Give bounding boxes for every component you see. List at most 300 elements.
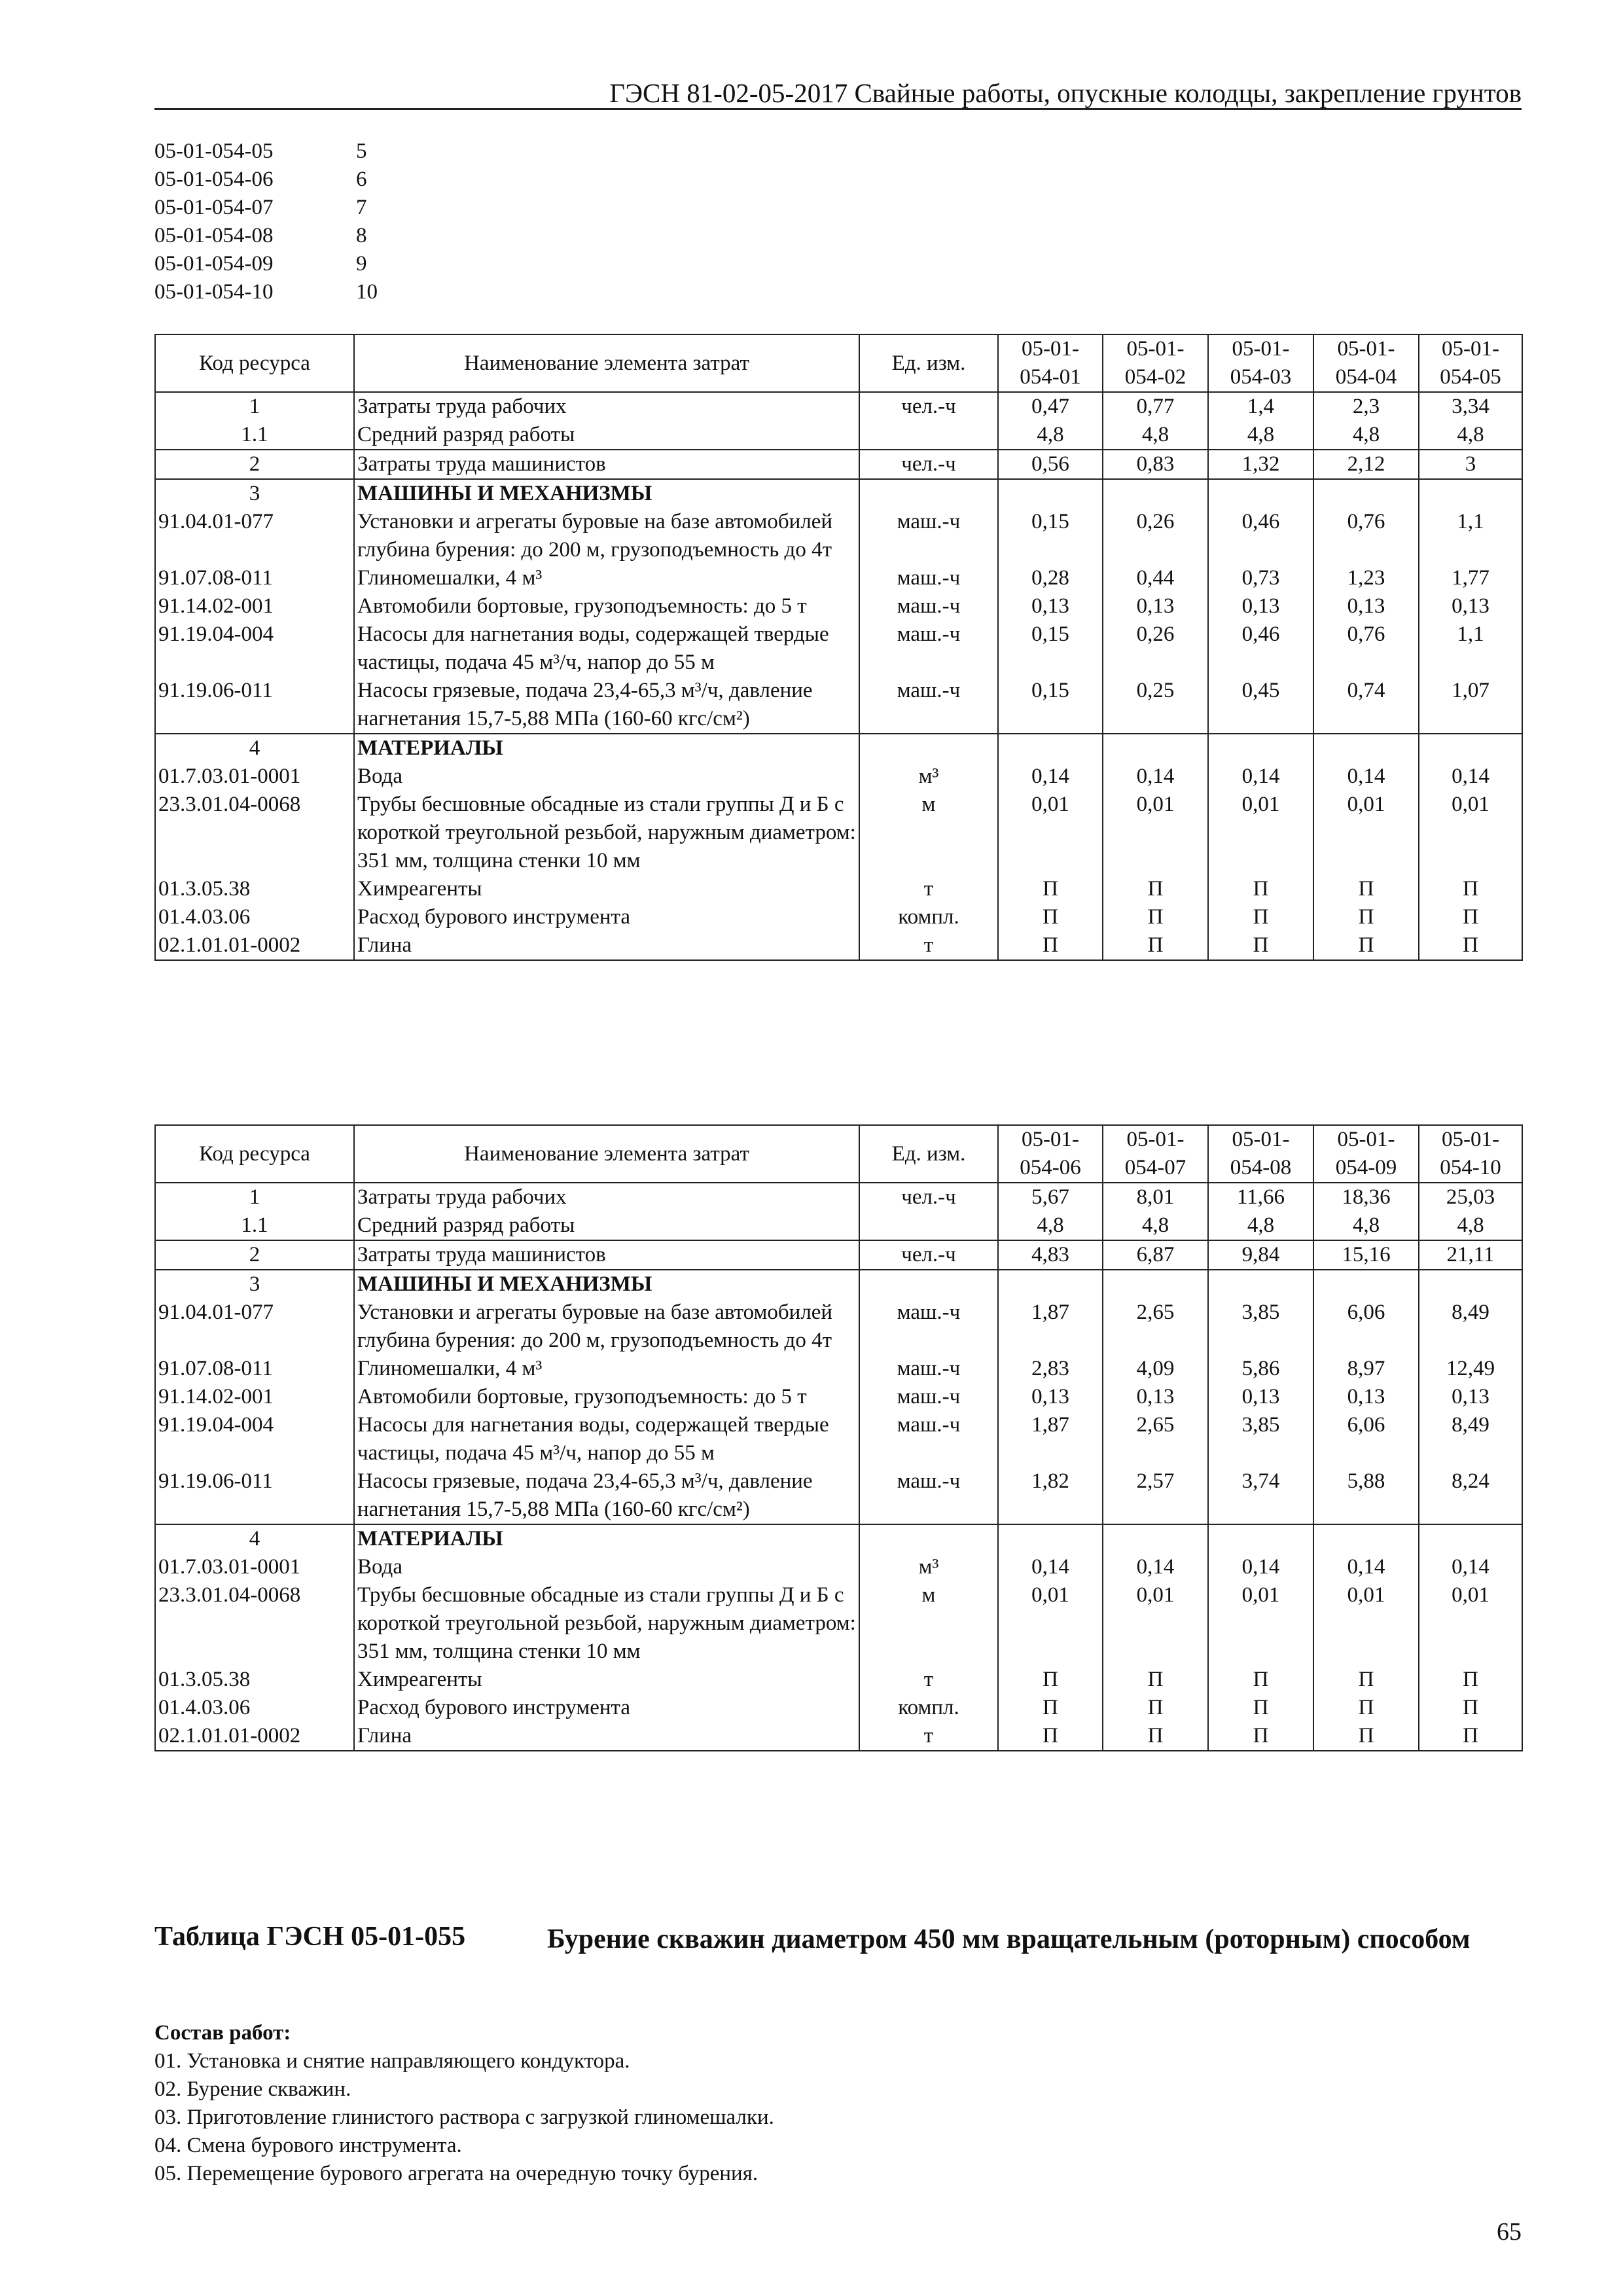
row-unit: маш.-ч [859,1383,998,1411]
row-value: 0,13 [1103,1383,1208,1411]
row-code: 4 [155,1524,354,1553]
code-list-item [154,166,378,194]
work-composition-item: 04. Смена бурового инструмента. [154,2134,462,2157]
row-value: 4,8 [1419,421,1522,450]
row-value: 11,66 [1208,1183,1313,1211]
table-row [155,677,1522,734]
header-norm-code-line: 054-10 [1440,1156,1501,1179]
row-name: Расход бурового инструмента [354,1694,859,1722]
row-unit: компл. [859,1694,998,1722]
row-name: Трубы бесшовные обсадные из стали группы Д и Б с короткой треугольной резьбой, наружным диаметром: 351 мм, толщина стенки 10 мм [354,1581,859,1666]
row-value: 0,46 [1208,620,1313,677]
row-value [1103,479,1208,508]
row-value: 0,76 [1313,508,1419,564]
row-value [1313,479,1419,508]
header-norm-code-line: 054-08 [1230,1156,1292,1179]
row-value: П [1313,1694,1419,1722]
row-value [1208,734,1313,762]
code-list-item [154,194,378,222]
row-value [1313,1524,1419,1553]
row-name: Вода [354,762,859,791]
row-code: 23.3.01.04-0068 [155,1581,354,1666]
row-value [1419,1270,1522,1299]
header-norm-code-line: 054-06 [1020,1156,1081,1179]
row-value: 8,97 [1313,1355,1419,1383]
row-value [998,1524,1103,1553]
header-name: Наименование элемента затрат [354,1125,859,1183]
row-unit: компл. [859,903,998,931]
row-value [1103,1270,1208,1299]
row-value: 0,14 [1103,1553,1208,1581]
row-value: 4,09 [1103,1355,1208,1383]
row-code: 1.1 [155,421,354,450]
row-name: Установки и агрегаты буровые на базе автомобилей глубина бурения: до 200 м, грузоподъемность до 4т [354,1299,859,1355]
row-value [1208,479,1313,508]
row-value: П [1419,1666,1522,1694]
header-unit: Ед. изм. [859,334,998,392]
code-list-code: 05-01-054-09 [154,252,274,276]
row-value: 2,3 [1313,392,1419,421]
row-unit: чел.-ч [859,392,998,421]
row-value: 1,1 [1419,508,1522,564]
code-list-item [154,250,378,278]
row-value: П [1419,1722,1522,1751]
row-value: П [998,1694,1103,1722]
row-code: 91.04.01-077 [155,508,354,564]
header-norm-code-line: 05-01- [1022,1128,1079,1151]
row-name: Средний разряд работы [354,421,859,450]
table-row [155,592,1522,620]
row-unit [859,1211,998,1240]
row-value: 0,77 [1103,392,1208,421]
table-row [155,564,1522,592]
row-value: П [1103,1722,1208,1751]
row-code: 01.3.05.38 [155,875,354,903]
row-unit [859,1524,998,1553]
row-value: 6,06 [1313,1411,1419,1467]
row-unit [859,734,998,762]
header-norm-code-line: 054-02 [1124,365,1186,389]
row-value: 0,01 [1419,791,1522,875]
row-value: 18,36 [1313,1183,1419,1211]
row-name: Глина [354,931,859,960]
row-value: 1,82 [998,1467,1103,1524]
row-value: 1,87 [998,1411,1103,1467]
table-row [155,1355,1522,1383]
row-unit: маш.-ч [859,1299,998,1355]
table-row [155,762,1522,791]
work-composition-item: 02. Бурение скважин. [154,2077,351,2101]
table-row [155,1694,1522,1722]
table-row [155,1299,1522,1355]
header-code: Код ресурса [155,1125,354,1183]
row-value: 0,01 [1208,791,1313,875]
row-name: Глиномешалки, 4 м³ [354,564,859,592]
code-list-number: 8 [356,224,367,247]
row-value: 0,14 [1313,762,1419,791]
row-unit: маш.-ч [859,620,998,677]
row-code: 01.7.03.01-0001 [155,762,354,791]
code-list-number: 9 [356,252,367,276]
row-value: П [1208,1666,1313,1694]
row-name: Насосы для нагнетания воды, содержащей твердые частицы, подача 45 м³/ч, напор до 55 м [354,1411,859,1467]
table-row [155,620,1522,677]
code-list-code: 05-01-054-07 [154,196,274,219]
table-row [155,1270,1522,1299]
table-row [155,1553,1522,1581]
row-value: 0,26 [1103,620,1208,677]
row-name: Трубы бесшовные обсадные из стали группы Д и Б с короткой треугольной резьбой, наружным диаметром: 351 мм, толщина стенки 10 мм [354,791,859,875]
row-unit [859,421,998,450]
row-unit [859,479,998,508]
row-name: Глиномешалки, 4 м³ [354,1355,859,1383]
row-value: П [1419,1694,1522,1722]
row-code: 4 [155,734,354,762]
row-unit: м³ [859,1553,998,1581]
header-norm-code [998,334,1103,392]
row-name: Насосы грязевые, подача 23,4-65,3 м³/ч, давление нагнетания 15,7-5,88 МПа (160-60 кгс/см²) [354,677,859,734]
header-norm-code-line: 05-01- [1232,1128,1290,1151]
header-norm-code [1419,334,1522,392]
row-value: 0,01 [998,1581,1103,1666]
row-value: П [1313,1666,1419,1694]
header-norm-code-line: 054-09 [1335,1156,1397,1179]
row-value: 6,87 [1103,1240,1208,1270]
table-row [155,1666,1522,1694]
row-value: П [998,875,1103,903]
row-value: 1,1 [1419,620,1522,677]
row-code: 23.3.01.04-0068 [155,791,354,875]
row-unit: чел.-ч [859,450,998,479]
work-composition-item: 01. Установка и снятие направляющего кондуктора. [154,2049,630,2073]
row-value: 0,14 [1419,1553,1522,1581]
row-value: 4,8 [1208,1211,1313,1240]
row-value: 0,14 [1208,1553,1313,1581]
row-name: Затраты труда машинистов [354,1240,859,1270]
row-value: П [1208,1722,1313,1751]
header-norm-code-line: 05-01- [1442,1128,1499,1151]
row-name: Затраты труда рабочих [354,1183,859,1211]
row-value: П [1208,903,1313,931]
row-code: 91.19.04-004 [155,620,354,677]
table-row [155,1581,1522,1666]
row-name: МАШИНЫ И МЕХАНИЗМЫ [354,1270,859,1299]
row-value: П [1103,875,1208,903]
next-table-number: Таблица ГЭСН 05-01-055 [154,1922,466,1952]
table-row [155,421,1522,450]
row-value: 0,46 [1208,508,1313,564]
header-norm-code-line: 054-01 [1020,365,1081,389]
code-list-code: 05-01-054-05 [154,139,274,163]
row-code: 91.04.01-077 [155,1299,354,1355]
row-unit: маш.-ч [859,508,998,564]
row-value: 4,8 [1103,1211,1208,1240]
row-value: 0,44 [1103,564,1208,592]
header-norm-code [1313,1125,1419,1183]
table-row [155,903,1522,931]
row-value: 0,28 [998,564,1103,592]
norms-table-1 [154,334,1523,961]
row-value: 0,15 [998,677,1103,734]
table-row [155,392,1522,421]
header-norm-code-line: 05-01- [1337,337,1395,361]
header-norm-code-line: 054-03 [1230,365,1292,389]
row-code: 01.4.03.06 [155,903,354,931]
code-list-code: 05-01-054-06 [154,168,274,191]
running-header: ГЭСН 81-02-05-2017 Свайные работы, опускные колодцы, закрепление грунтов [609,78,1522,108]
row-value: 0,15 [998,508,1103,564]
row-name: МАТЕРИАЛЫ [354,734,859,762]
row-value: 0,76 [1313,620,1419,677]
header-norm-code [1419,1125,1522,1183]
row-value: 3,85 [1208,1411,1313,1467]
row-value: П [1313,903,1419,931]
row-name: МАШИНЫ И МЕХАНИЗМЫ [354,479,859,508]
table-row [155,1383,1522,1411]
row-code: 1.1 [155,1211,354,1240]
table-row [155,479,1522,508]
next-table-title [154,1921,1503,1958]
row-code: 91.07.08-011 [155,564,354,592]
table-row [155,1722,1522,1751]
code-list [154,137,378,306]
row-value: 0,14 [1419,762,1522,791]
row-code: 91.14.02-001 [155,1383,354,1411]
work-composition-item: 03. Приготовление глинистого раствора с загрузкой глиномешалки. [154,2106,774,2129]
row-unit: маш.-ч [859,564,998,592]
row-code: 2 [155,450,354,479]
row-value: 15,16 [1313,1240,1419,1270]
row-value: 2,65 [1103,1299,1208,1355]
row-value: 4,83 [998,1240,1103,1270]
row-name: Глина [354,1722,859,1751]
row-value: 0,13 [1419,1383,1522,1411]
row-value: П [1103,903,1208,931]
next-table-name: Бурение скважин диаметром 450 мм вращательным (роторным) способом [547,1924,1471,1954]
row-value [998,479,1103,508]
code-list-number: 6 [356,168,367,191]
row-value: 0,01 [998,791,1103,875]
row-name: Химреагенты [354,1666,859,1694]
table-header-row [155,334,1522,392]
row-value: 2,65 [1103,1411,1208,1467]
row-value: 1,87 [998,1299,1103,1355]
row-value: 0,14 [998,762,1103,791]
row-code: 1 [155,1183,354,1211]
row-value: 5,67 [998,1183,1103,1211]
row-value: 0,13 [998,1383,1103,1411]
row-unit: маш.-ч [859,592,998,620]
row-name: Химреагенты [354,875,859,903]
row-value: П [998,1666,1103,1694]
table-row [155,508,1522,564]
row-value: 12,49 [1419,1355,1522,1383]
row-code: 01.7.03.01-0001 [155,1553,354,1581]
row-value: 0,01 [1313,791,1419,875]
row-code: 01.4.03.06 [155,1694,354,1722]
header-norm-code [1208,1125,1313,1183]
row-value: 0,01 [1103,1581,1208,1666]
header-norm-code-line: 054-07 [1124,1156,1186,1179]
row-value: 8,49 [1419,1299,1522,1355]
row-value: 0,01 [1313,1581,1419,1666]
table-row [155,1183,1522,1211]
row-value [1313,734,1419,762]
row-value: П [1419,903,1522,931]
row-code: 91.14.02-001 [155,592,354,620]
row-unit: маш.-ч [859,1467,998,1524]
work-composition-heading: Состав работ: [154,2021,291,2045]
row-value: 2,12 [1313,450,1419,479]
row-name: Затраты труда машинистов [354,450,859,479]
row-value: П [1103,1666,1208,1694]
code-list-number: 7 [356,196,367,219]
row-value [1419,734,1522,762]
row-value: 0,01 [1103,791,1208,875]
header-divider [154,108,1522,110]
row-unit: маш.-ч [859,677,998,734]
table-row [155,1411,1522,1467]
row-value: 4,8 [1208,421,1313,450]
row-value: П [1313,1722,1419,1751]
row-value: 0,01 [1419,1581,1522,1666]
row-value [1103,1524,1208,1553]
row-value: 0,13 [1208,1383,1313,1411]
row-code: 1 [155,392,354,421]
header-norm-code [1313,334,1419,392]
code-list-code: 05-01-054-10 [154,280,274,304]
row-name: Средний разряд работы [354,1211,859,1240]
row-value: 3,85 [1208,1299,1313,1355]
table-row [155,1211,1522,1240]
row-value: 0,13 [1419,592,1522,620]
table-row [155,450,1522,479]
row-value: 1,07 [1419,677,1522,734]
row-value: П [998,931,1103,960]
row-value: П [998,903,1103,931]
header-code: Код ресурса [155,334,354,392]
work-composition [154,2019,774,2188]
row-name: Автомобили бортовые, грузоподъемность: до 5 т [354,592,859,620]
row-value: 1,4 [1208,392,1313,421]
row-code: 01.3.05.38 [155,1666,354,1694]
row-name: Насосы для нагнетания воды, содержащей твердые частицы, подача 45 м³/ч, напор до 55 м [354,620,859,677]
row-name: Расход бурового инструмента [354,903,859,931]
row-value: 8,01 [1103,1183,1208,1211]
row-value: 25,03 [1419,1183,1522,1211]
row-value: 4,8 [1313,1211,1419,1240]
row-value: 4,8 [1313,421,1419,450]
row-value: П [1208,931,1313,960]
row-value: 0,13 [1208,592,1313,620]
header-norm-code-line: 05-01- [1126,1128,1185,1151]
code-list-item [154,137,378,166]
row-code: 02.1.01.01-0002 [155,931,354,960]
header-norm-code [1103,1125,1208,1183]
row-value: 8,49 [1419,1411,1522,1467]
row-value [1103,734,1208,762]
row-code: 91.19.06-011 [155,1467,354,1524]
row-code: 91.19.06-011 [155,677,354,734]
row-value: П [1208,1694,1313,1722]
header-norm-code-line: 05-01- [1022,337,1079,361]
row-value: 21,11 [1419,1240,1522,1270]
row-unit: т [859,931,998,960]
header-norm-code [998,1125,1103,1183]
row-value: П [1103,931,1208,960]
row-value: 0,13 [1313,592,1419,620]
row-name: Автомобили бортовые, грузоподъемность: до 5 т [354,1383,859,1411]
row-value: П [998,1722,1103,1751]
row-value: 0,14 [1208,762,1313,791]
table-row [155,734,1522,762]
row-value: 1,23 [1313,564,1419,592]
code-list-number: 10 [356,280,378,304]
row-name: Затраты труда рабочих [354,392,859,421]
row-name: Установки и агрегаты буровые на базе автомобилей глубина бурения: до 200 м, грузоподъемность до 4т [354,508,859,564]
row-code: 3 [155,479,354,508]
row-value: 0,26 [1103,508,1208,564]
row-value: 0,15 [998,620,1103,677]
row-code: 02.1.01.01-0002 [155,1722,354,1751]
row-value: 0,25 [1103,677,1208,734]
row-value: П [1313,875,1419,903]
row-value: 1,77 [1419,564,1522,592]
header-norm-code-line: 05-01- [1442,337,1499,361]
row-value [1313,1270,1419,1299]
row-unit: чел.-ч [859,1183,998,1211]
row-value: 4,8 [1103,421,1208,450]
row-value [1208,1524,1313,1553]
header-norm-code [1103,334,1208,392]
row-value: 0,73 [1208,564,1313,592]
row-name: Насосы грязевые, подача 23,4-65,3 м³/ч, давление нагнетания 15,7-5,88 МПа (160-60 кгс/см²) [354,1467,859,1524]
row-unit: м³ [859,762,998,791]
header-unit: Ед. изм. [859,1125,998,1183]
page-number: 65 [1497,2218,1522,2246]
row-value: 0,01 [1208,1581,1313,1666]
row-value: 9,84 [1208,1240,1313,1270]
row-value: 4,8 [1419,1211,1522,1240]
row-code: 3 [155,1270,354,1299]
row-value: 5,88 [1313,1467,1419,1524]
header-norm-code-line: 05-01- [1337,1128,1395,1151]
row-value: 0,56 [998,450,1103,479]
row-value: 0,14 [998,1553,1103,1581]
row-value: П [1313,931,1419,960]
row-value: 2,57 [1103,1467,1208,1524]
table-row [155,1467,1522,1524]
row-name: МАТЕРИАЛЫ [354,1524,859,1553]
row-unit: чел.-ч [859,1240,998,1270]
row-unit: маш.-ч [859,1355,998,1383]
header-norm-code-line: 05-01- [1232,337,1290,361]
table-row [155,931,1522,960]
header-norm-code-line: 05-01- [1126,337,1185,361]
row-value: 1,32 [1208,450,1313,479]
table-row [155,875,1522,903]
row-value: 0,45 [1208,677,1313,734]
row-value: 3,34 [1419,392,1522,421]
norms-table-2 [154,1124,1523,1751]
row-value [998,1270,1103,1299]
row-value: 0,13 [998,592,1103,620]
row-value [998,734,1103,762]
table-row [155,1240,1522,1270]
table-row [155,791,1522,875]
row-value: 0,74 [1313,677,1419,734]
row-value: 5,86 [1208,1355,1313,1383]
